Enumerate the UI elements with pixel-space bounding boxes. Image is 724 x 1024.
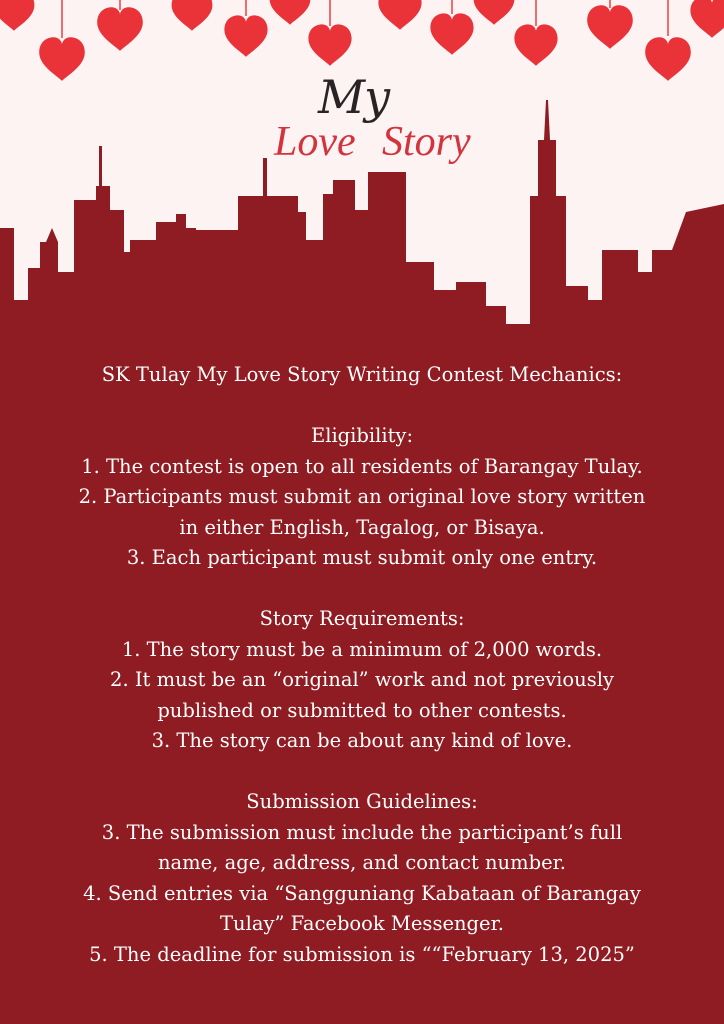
requirements-line: 1. The story must be a minimum of 2,000 words. (121, 637, 603, 661)
guidelines-line: name, age, address, and contact number. (157, 851, 567, 874)
requirements-title: Story Requirements: (259, 607, 465, 630)
eligibility-title: Eligibility: (310, 424, 414, 447)
eligibility-line: 1. The contest is open to all residents of Barangay Tulay. (81, 454, 643, 478)
requirements-line: published or submitted to other contests. (157, 698, 567, 722)
guidelines-line: 5. The deadline for submission is ““February 13, 2025” (89, 942, 635, 966)
eligibility-line: 3. Each participant must submit only one entry. (126, 546, 598, 569)
eligibility-line: 2. Participants must submit an original love story written (78, 485, 646, 508)
logo-story-text: Story (382, 119, 471, 165)
logo-love-text: Love (274, 119, 356, 165)
requirements-line: 2. It must be an “original” work and not previously (110, 668, 614, 691)
eligibility-line: in either English, Tagalog, or Bisaya. (179, 515, 545, 539)
contest-mechanics (0, 360, 724, 970)
guidelines-line: Tulay” Facebook Messenger. (220, 912, 504, 935)
logo-my-text: My (318, 70, 390, 124)
guidelines-title: Submission Guidelines: (246, 790, 478, 813)
requirements-line: 3. The story can be about any kind of love. (151, 729, 573, 752)
mechanics-heading: SK Tulay My Love Story Writing Contest Mechanics: (101, 363, 623, 386)
my-love-story-logo (270, 70, 480, 170)
guidelines-line: 4. Send entries via “Sangguniang Kabataan of Barangay (83, 881, 641, 905)
guidelines-line: 3. The submission must include the participant’s full (101, 820, 623, 844)
